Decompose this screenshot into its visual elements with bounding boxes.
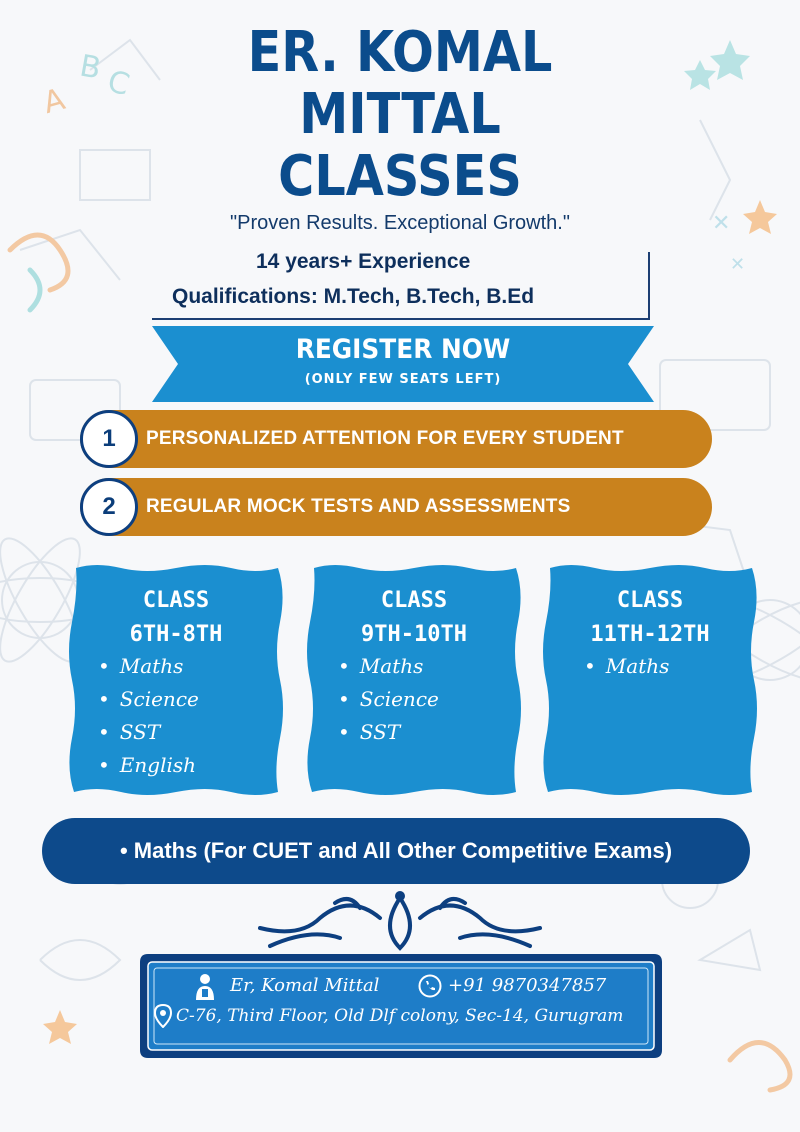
- feature-pill-1: [80, 410, 712, 468]
- contact-address: C-76, Third Floor, Old Dlf colony, Sec-14, Gurugram: [176, 1006, 624, 1026]
- subject-item: • Science: [98, 683, 199, 716]
- class-label: CLASS: [616, 588, 684, 613]
- subject-list: [338, 650, 439, 749]
- phone-icon: [418, 974, 442, 998]
- qualifications-text: Qualifications: M.Tech, B.Tech, B.Ed: [172, 285, 535, 308]
- svg-text:✕: ✕: [730, 254, 746, 275]
- location-pin-icon: [154, 1004, 172, 1028]
- subject-item: • Maths: [584, 650, 669, 683]
- experience-text: 14 years+ Experience: [256, 250, 471, 273]
- feature-text-1: PERSONALIZED ATTENTION FOR EVERY STUDENT: [146, 428, 624, 449]
- subject-item: • Maths: [338, 650, 439, 683]
- feature-number-2: 2: [80, 478, 138, 536]
- contact-name: Er, Komal Mittal: [230, 975, 380, 996]
- class-card-11-12: [540, 562, 760, 798]
- subject-item: • Science: [338, 683, 439, 716]
- decor-letter-c: C: [103, 63, 134, 104]
- svg-text:✕: ✕: [712, 211, 731, 236]
- subject-item: • English: [98, 749, 199, 782]
- feature-text-2: REGULAR MOCK TESTS AND ASSESSMENTS: [146, 496, 571, 517]
- class-range: 6TH-8TH: [129, 622, 223, 647]
- decor-letter-a: A: [39, 81, 69, 122]
- title-line-1: ER. KOMAL: [247, 20, 553, 85]
- feature-pill-2: [80, 478, 712, 536]
- subject-list: [98, 650, 199, 782]
- title-line-3: CLASSES: [278, 144, 522, 209]
- subject-item: • SST: [338, 716, 439, 749]
- feature-number-1: 1: [80, 410, 138, 468]
- class-range: 11TH-12TH: [590, 622, 710, 647]
- class-label: CLASS: [380, 588, 448, 613]
- teacher-icon: [192, 972, 218, 1002]
- subject-item: • SST: [98, 716, 199, 749]
- title-line-2: MITTAL: [299, 82, 501, 147]
- class-label: CLASS: [142, 588, 210, 613]
- contact-phone: +91 9870347857: [448, 975, 607, 996]
- ornament-flourish: [240, 888, 560, 952]
- class-card-9-10: [304, 562, 524, 798]
- competitive-exams-pill: [42, 818, 750, 884]
- subject-list: [584, 650, 669, 683]
- register-subtitle: (ONLY FEW SEATS LEFT): [304, 372, 502, 387]
- tagline: "Proven Results. Exceptional Growth.": [230, 212, 570, 234]
- register-title: REGISTER NOW: [295, 334, 511, 365]
- decor-letter-b: B: [77, 48, 104, 87]
- competitive-exams-text: • Maths (For CUET and All Other Competitive Exams): [119, 838, 673, 863]
- class-range: 9TH-10TH: [361, 622, 467, 647]
- subject-item: • Maths: [98, 650, 199, 683]
- class-card-6-8: [66, 562, 286, 798]
